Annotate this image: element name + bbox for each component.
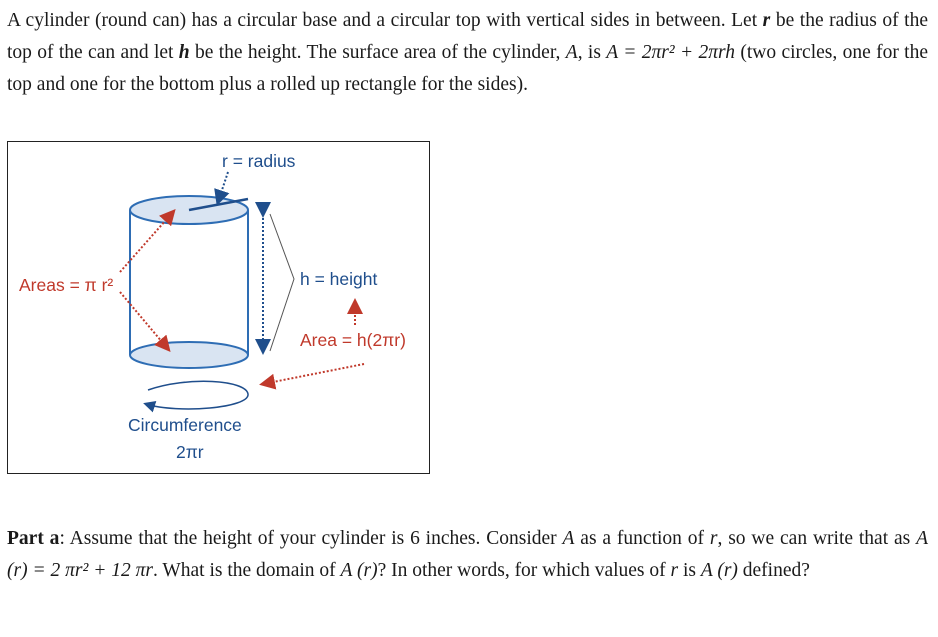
intro-text-2: be the radius of the top of the can and let <box>7 10 928 63</box>
area-arrow-left <box>263 364 364 384</box>
circumference-arrow <box>146 381 248 409</box>
height-label: h = height <box>300 269 378 289</box>
var-r: r <box>762 10 771 31</box>
part-a-text-5: ? In other words, for which values of <box>377 560 671 581</box>
intro-text-3: be the height. The surface area of the cylinder, <box>189 42 566 63</box>
intro-text-4: , is <box>577 42 607 63</box>
part-a-label: Part a <box>7 528 60 549</box>
areas-arrow-top <box>120 212 173 272</box>
part-a-paragraph <box>7 523 928 587</box>
height-bracket <box>270 214 294 351</box>
areas-arrow-bottom <box>120 292 168 349</box>
part-a-Ar-1: A (r) <box>340 560 378 581</box>
intro-paragraph <box>7 5 928 101</box>
cylinder-figure <box>7 141 430 474</box>
var-A: A <box>565 42 578 63</box>
cylinder-bottom-ellipse <box>130 342 248 368</box>
radius-label: r = radius <box>222 151 296 171</box>
part-a-text-4: . What is the domain of <box>152 560 341 581</box>
part-a-text-1: : Assume that the height of your cylinder is 6 inches. Consider <box>59 528 563 549</box>
part-a-text-2: as a function of <box>574 528 710 549</box>
intro-text-5: (two circles, one for the top and one for the bottom plus a rolled up rectangle for the sides). <box>7 42 928 95</box>
circumference-label: Circumference <box>128 415 242 435</box>
part-a-var-r-2: r <box>670 560 679 581</box>
circumference-formula: 2πr <box>176 442 204 462</box>
part-a-var-A: A <box>562 528 575 549</box>
var-h: h <box>178 42 190 63</box>
part-a-formula: A (r) = 2 πr² + 12 πr <box>7 528 929 581</box>
intro-text-1: A cylinder (round can) has a circular base and a circular top with vertical sides in between. Let <box>7 10 763 31</box>
surface-area-formula: A = 2πr² + 2πrh <box>606 42 736 63</box>
part-a-var-r: r <box>709 528 718 549</box>
part-a-Ar-2: A (r) <box>700 560 738 581</box>
areas-label: Areas = π r² <box>19 275 114 295</box>
part-a-text-7: defined? <box>737 560 810 581</box>
part-a-text-3: , so we can write that as <box>717 528 917 549</box>
area-label: Area = h(2πr) <box>300 330 406 350</box>
part-a-text-6: is <box>678 560 701 581</box>
